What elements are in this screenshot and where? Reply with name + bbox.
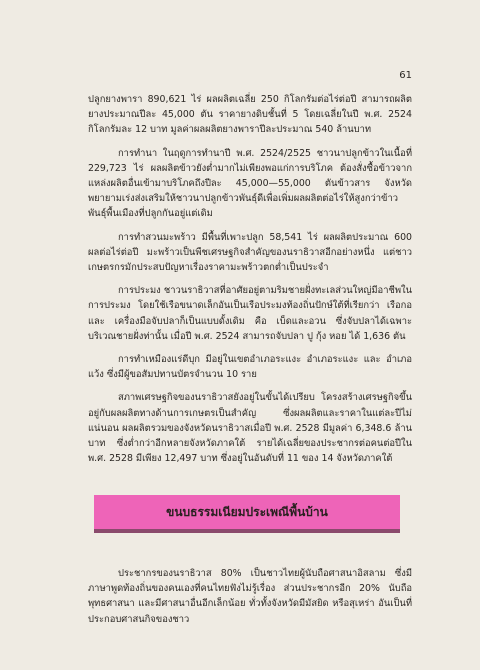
page-number: 61	[399, 70, 412, 81]
section-title: ขนบธรรมเนียมประเพณีพื้นบ้าน	[166, 504, 328, 519]
paragraph-population: ประชากรของนราธิวาส 80% เป็นชาวไทยผู้นับถือศาสนาอิสลาม ซึ่งมีภาษาพูดท้องถิ่นของคนเองที่คนไทยฟังไม่รู้เรื่อง ส่วนประชากรอีก 20% นับถือพุทธศาสนา และมีศาสนาอื่นอีกเล็กน้อย ทั่วทั้งจังหวัดมีมัสยิด หรือสุเหร่า อันเป็นที่ประกอบศาสนกิจของชาว	[88, 568, 412, 625]
paragraph-economy: สภาพเศรษฐกิจของนราธิวาสยังอยู่ในขั้นได้เปรียบ โครงสร้างเศรษฐกิจขึ้นอยู่กับผลผลิตทางด้านการเกษตรเป็นสำคัญ ซึ่งผลผลิตและราคาในแต่ละปีไม่แน่นอน ผลผลิตรวมของจังหวัดนราธิวาสเมื่อปี พ.ศ. 2528 มีมูลค่า 6,348.6 ล้านบาท ซึ่งต่ำกว่าอีกหลายจังหวัดภาคใต้ รายได้เฉลี่ยของประชากรต่อคนต่อปีใน พ.ศ. 2528 มีเพียง 12,497 บาท ซึ่งอยู่ในอันดับที่ 11 ของ 14 จังหวัดภาคใต้	[88, 392, 412, 465]
body-text	[88, 92, 412, 474]
paragraph-rubber: ปลูกยางพารา 890,621 ไร่ ผลผลิตเฉลี่ย 250 กิโลกรัมต่อไร่ต่อปี สามารถผลิตยางประมาณปีละ 45,000 ตัน ราคายางดิบชั้นที่ 5 โดยเฉลี่ยในปี พ.ศ. 2524 กิโลกรัมละ 12 บาท มูลค่าผลผลิตยางพาราปีละประมาณ 540 ล้านบาท	[88, 94, 412, 136]
section-banner	[94, 495, 400, 533]
paragraph-mining: การทำเหมืองแร่ดีบุก มีอยู่ในเขตอำเภอระแงะ อำเภอระแงะ และ อำเภอแว้ง ซึ่งมีผู้ขอสัมปทานบัตรจำนวน 10 ราย	[88, 354, 412, 381]
section-body	[88, 566, 412, 635]
paragraph-coconut: การทำสวนมะพร้าว มีพื้นที่เพาะปลูก 58,541 ไร่ ผลผลิตประมาณ 600 ผลต่อไร่ต่อปี มะพร้าวเป็นพืชเศรษฐกิจสำคัญของนราธิวาสอีกอย่างหนึ่ง แต่ชาวเกษตรกรมักประสบปัญหาเรื่องราคามะพร้าวตกต่ำเป็นประจำ	[88, 231, 412, 274]
paragraph-rice: การทำนา ในฤดูการทำนาปี พ.ศ. 2524/2525 ชาวนาปลูกข้าวในเนื้อที่ 229,723 ไร่ ผลผลิตข้าวยังต่ำมากไม่เพียงพอแก่การบริโภค ต้องสั่งซื้อข้าวจากแหล่งผลิตอื่นเข้ามาบริโภคถึงปีละ 45,000—55,000 ตันข้าวสาร จังหวัดพยายามเร่งส่งเสริมให้ชาวนาปลูกข้าวพันธุ์ดีเพื่อเพิ่มผลผลิตต่อไร่ให้สูงกว่าข้าวพันธุ์พื้นเมืองที่ปลูกกันอยู่แต่เดิม	[88, 147, 412, 220]
paragraph-fishery: การประมง ชาวนราธิวาสที่อาศัยอยู่ตามริมชายฝั่งทะเลส่วนใหญ่มีอาชีพในการประมง โดยใช้เรือขนาดเล็กอันเป็นเรือประมงท้องถิ่นปักษ์ใต้ที่เรียกว่า เรือกอและ เครื่องมือจับปลาก็เป็นแบบดั้งเดิม คือ เบ็ดและอวน ซึ่งจับปลาได้เฉพาะบริเวณชายฝั่งท่านั้น เมื่อปี พ.ศ. 2524 สามารถจับปลา ปู กุ้ง หอย ได้ 1,636 ตัน	[88, 285, 412, 342]
